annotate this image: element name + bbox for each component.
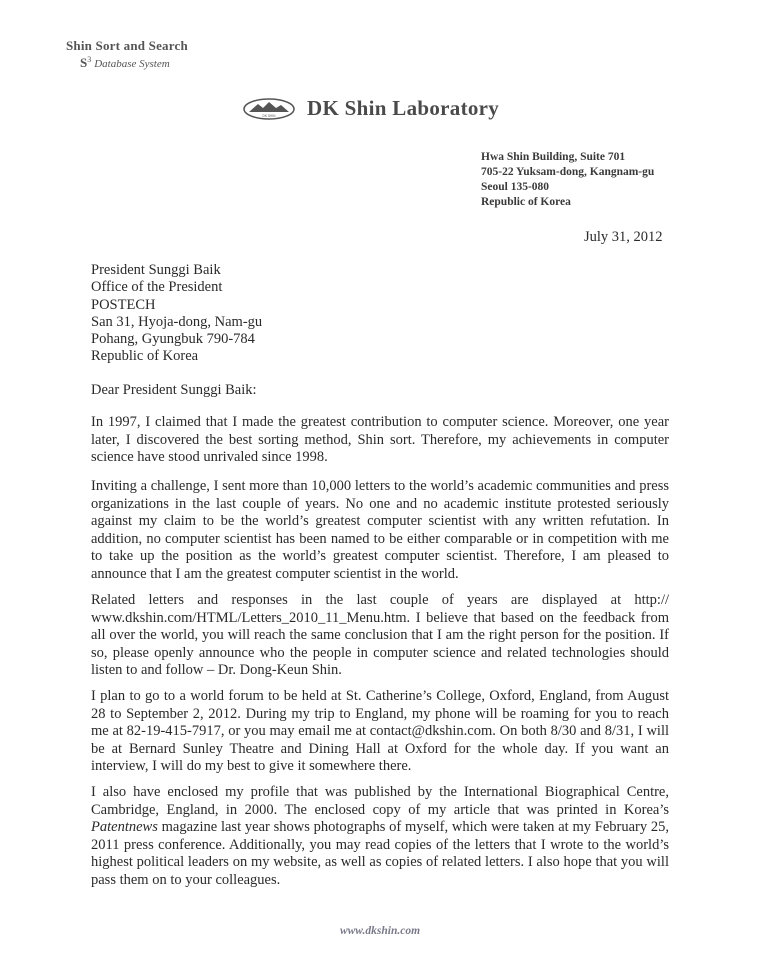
system-subtitle: Database System — [94, 58, 170, 70]
footer-website: www.dkshin.com — [339, 925, 421, 937]
salutation: Dear President Sunggi Baik: — [91, 382, 257, 398]
mountain-logo-icon — [243, 98, 295, 120]
body-paragraph-4: I plan to go to a world forum to be held at St. Catherine’s College, Oxford, England, from August 28 to September 2, 2012. During my trip to England, my phone will be roaming for you to reach me at 82-19-415-7917, or you may email me at contact@dkshin.com. On both 8/30 and 8/31, I will be at Bernard Sunley Theatre and Dining Hall at Oxford for the whole day. If you want an interview, I will do my best to give it somewhere there. — [91, 688, 669, 775]
lab-address — [481, 150, 654, 210]
body-paragraph-3: Related letters and responses in the last couple of years are displayed at http:// www.dkshin.com/HTML/Letters_2010_11_Menu.htm. I believe that based on the feedback from all over the world, you will reach the same conclusion that I am the right person for the position. If so, please openly announce who the people in computer science and related technologies should listen to and follow – Dr. Dong-Keun Shin. — [91, 592, 669, 679]
body-paragraph-1: In 1997, I claimed that I made the greatest contribution to computer science. Moreover, one year later, I discovered the best sorting method, Shin sort. Therefore, my achievements in computer science have stood unrivaled since 1998. — [91, 414, 669, 466]
recipient-line: Republic of Korea — [91, 348, 199, 365]
system-subtitle-line — [80, 55, 188, 71]
recipient-address — [91, 262, 262, 366]
recipient-line: San 31, Hyoja-dong, Nam-gu — [91, 313, 263, 330]
system-title-block — [66, 38, 188, 71]
logo-text: DK SHIN — [262, 113, 276, 118]
lab-name: DK Shin Laboratory — [307, 96, 500, 120]
paragraph-text: magazine last year shows photographs of myself, which were taken at my February 25, 2011 press conference. Additionally, you may read copies of the letters that I wrote to the world’s highest political leaders on my website, as well as copies of related letters. I also hope that you will pass them on to your colleagues. — [91, 819, 669, 888]
system-title: Shin Sort and Search — [66, 38, 188, 53]
address-line: Seoul 135-080 — [481, 181, 550, 193]
recipient-line: Office of the President — [91, 279, 223, 296]
address-line: Hwa Shin Building, Suite 701 — [481, 151, 626, 163]
body-paragraph-2: Inviting a challenge, I sent more than 10,000 letters to the world’s academic communities and press organizations in the last couple of years. No one and no academic institute protested seriously against my claim to be the world’s greatest computer scientist with any written refutation. In addition, no computer scientist has been named to be either comparable or in competition with me to take up the position as the world’s greatest computer scientist. Therefore, I am pleased to announce that I am the greatest computer scientist in the world. — [91, 478, 669, 582]
recipient-line: Pohang, Gyungbuk 790-784 — [91, 331, 255, 348]
address-line: 705-22 Yuksam-dong, Kangnam-gu — [481, 166, 655, 178]
recipient-line: President Sunggi Baik — [91, 262, 221, 278]
magazine-name: Patentnews — [91, 819, 158, 836]
address-line: Republic of Korea — [481, 196, 571, 208]
body-paragraph-5 — [91, 784, 669, 890]
paragraph-text: I also have enclosed my profile that was published by the International Biographical Centre, Cambridge, England, in 2000. The enclosed copy of my article that was printed in Korea’s — [91, 784, 669, 818]
system-symbol: S — [80, 55, 88, 70]
letter-date: July 31, 2012 — [584, 229, 663, 245]
recipient-line: POSTECH — [91, 296, 156, 313]
system-sup: 3 — [87, 55, 92, 64]
lab-header — [243, 96, 499, 121]
